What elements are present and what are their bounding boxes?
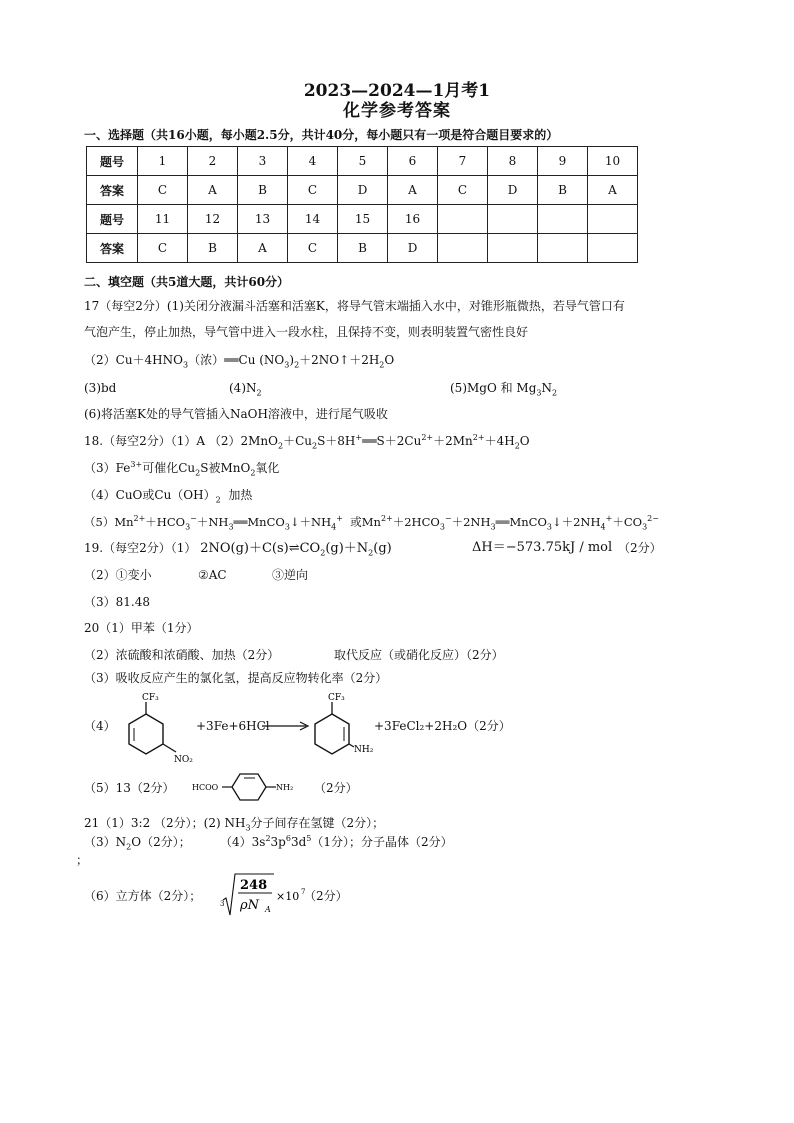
q18-line1: 18.（每空2分）（1）A $(2)2MnO_2+Cu_2S+8H^+══S+2Cu^{2+}+2Mn^{2+}+4H_2O$: [84, 433, 530, 451]
cf3-label-1: CF₃: [142, 693, 159, 703]
nh2-label-1: NH₂: [354, 745, 374, 755]
hcoo-label: HCOO: [192, 783, 219, 792]
page-title: 2023—2024—1月考1: [303, 81, 491, 101]
question-number-cell: 5: [338, 147, 388, 176]
question-number-cell: 13: [238, 205, 288, 234]
question-number-cell: 8: [488, 147, 538, 176]
section2-heading: 二、填空题（共5道大题，共计60分）: [84, 275, 290, 289]
denominator-subscript: A: [265, 905, 271, 914]
q18-line2: $(3)Fe^{3+}$可催化$Cu_2S$被MnO$_2$氧化: [84, 460, 280, 478]
q20-line2: （2）浓硫酸和浓硝酸、加热（2分） 取代反应（或硝化反应）（2分）: [84, 648, 504, 662]
answer-table-row: [87, 147, 638, 176]
question-number-cell: [538, 205, 588, 234]
q20-line3: （3）吸收反应产生的氯化氢，提高反应物转化率（2分）: [84, 671, 388, 685]
answer-cell: [588, 234, 638, 263]
row-label: 题号: [87, 205, 138, 234]
question-number-cell: 4: [288, 147, 338, 176]
question-number-cell: 14: [288, 205, 338, 234]
q20-line4-reagents: +3Fe+6HCl: [196, 719, 270, 733]
answer-table-row: [87, 176, 638, 205]
answer-cell: [438, 234, 488, 263]
answer-table-row: [87, 234, 638, 263]
row-label: 答案: [87, 176, 138, 205]
q20-line5: （5）13（2分）: [84, 781, 175, 795]
reaction-arrow: [262, 720, 312, 732]
question-number-cell: 11: [138, 205, 188, 234]
q18-line4: $(5)Mn^{2+}+HCO_3^-+NH_3══MnCO_3↓+NH_4^+$ 或$Mn^{2+}+2HCO_3^-+2NH_3══MnCO_3↓+2NH_4^++CO_3^{2-}$: [84, 514, 659, 532]
q20-line1: 20（1）甲苯（1分）: [84, 621, 199, 635]
question-number-cell: 10: [588, 147, 638, 176]
q17-line1: 17（每空2分）(1)关闭分液漏斗活塞和活塞K，将导气管末端插入水中，对锥形瓶微热，若导气管口有: [84, 299, 625, 313]
q21-line3-score: （2分）: [304, 889, 348, 903]
row-label: 题号: [87, 147, 138, 176]
q18-line3: （4）CuO或$Cu(OH)_2$ 加热: [84, 488, 253, 505]
question-number-cell: 2: [188, 147, 238, 176]
bond-no2: [163, 744, 176, 752]
row-label: 答案: [87, 234, 138, 263]
question-number-cell: 3: [238, 147, 288, 176]
question-number-cell: 1: [138, 147, 188, 176]
q21-line2: $(3)N_2O(2$分）； $(4)3s^23p^63d^5(1$分）；分子晶体（2分）: [84, 834, 453, 852]
answer-cell: B: [188, 234, 238, 263]
q21-line1: 21（1）3:2 （2分）；(2) $NH_3$分子间存在氢键（2分）；: [84, 816, 385, 833]
aminobenzotrifluoride-structure: [310, 692, 374, 766]
answer-cell: D: [388, 234, 438, 263]
q21-stray-semicolon: ；: [76, 853, 89, 867]
no2-label: NO₂: [174, 755, 193, 765]
answer-cell: [488, 234, 538, 263]
nitrobenzotrifluoride-structure: [124, 692, 200, 766]
q19-line2: （2）①变小 ②AC ③逆向: [84, 568, 309, 582]
answer-cell: A: [388, 176, 438, 205]
q21-line3: （6）立方体（2分）；: [84, 889, 202, 903]
q17-line5: (6)将活塞K处的导气管插入NaOH溶液中，进行尾气吸收: [84, 407, 388, 421]
answer-cell: B: [338, 234, 388, 263]
answer-cell: [538, 234, 588, 263]
question-number-cell: 16: [388, 205, 438, 234]
multiplier: ×10: [276, 890, 300, 903]
question-number-cell: 6: [388, 147, 438, 176]
cube-root-formula: [218, 870, 318, 920]
answer-cell: C: [138, 234, 188, 263]
q19-line3: （3）81.48: [84, 595, 150, 609]
question-number-cell: 7: [438, 147, 488, 176]
answer-cell: C: [438, 176, 488, 205]
answer-cell: C: [288, 234, 338, 263]
answer-cell: D: [488, 176, 538, 205]
exponent: 7: [301, 888, 306, 896]
question-number-cell: [588, 205, 638, 234]
q17-line4: (3)bd $(4)N_2$ (5)MgO 和 $Mg_3N_2$: [84, 381, 558, 398]
numerator: 248: [240, 878, 268, 893]
q17-line3: $(2)Cu+4HNO_3$（浓）══Cu $(NO_3)_2+2NO↑+2H_2O$: [84, 353, 395, 370]
root-index: 3: [220, 900, 225, 908]
answer-cell: B: [538, 176, 588, 205]
aminophenyl-formate-structure: [192, 768, 302, 804]
answer-cell: A: [188, 176, 238, 205]
question-number-cell: 12: [188, 205, 238, 234]
q20-line5-score: （2分）: [314, 781, 358, 795]
cf3-label-2: CF₃: [328, 693, 345, 703]
page-subtitle: 化学参考答案: [343, 101, 451, 121]
q20-line4-label: （4）: [84, 719, 116, 733]
denominator: ρN: [240, 898, 260, 913]
question-number-cell: [488, 205, 538, 234]
nh2-label-2: NH₂: [276, 783, 294, 792]
answer-cell: C: [138, 176, 188, 205]
answer-table: [86, 146, 638, 263]
answer-cell: D: [338, 176, 388, 205]
q20-line4-products: +3FeCl₂+2H₂O（2分）: [374, 719, 511, 733]
answer-cell: C: [288, 176, 338, 205]
answer-cell: A: [238, 234, 288, 263]
answer-table-row: [87, 205, 638, 234]
question-number-cell: 15: [338, 205, 388, 234]
q19-line1: 19.（每空2分）（1） $2NO(g)+C(s)\rightleftharpoons CO_2(g)+N_2(g)$ ΔH＝−573.75kJ / mol （2分）: [84, 540, 662, 558]
answer-cell: B: [238, 176, 288, 205]
question-number-cell: [438, 205, 488, 234]
answer-cell: A: [588, 176, 638, 205]
question-number-cell: 9: [538, 147, 588, 176]
q17-line2: 气泡产生，停止加热，导气管中进入一段水柱，且保持不变，则表明装置气密性良好: [84, 325, 529, 339]
section1-heading: 一、选择题（共16小题，每小题2.5分，共计40分，每小题只有一项是符合题目要求的）: [84, 128, 559, 142]
